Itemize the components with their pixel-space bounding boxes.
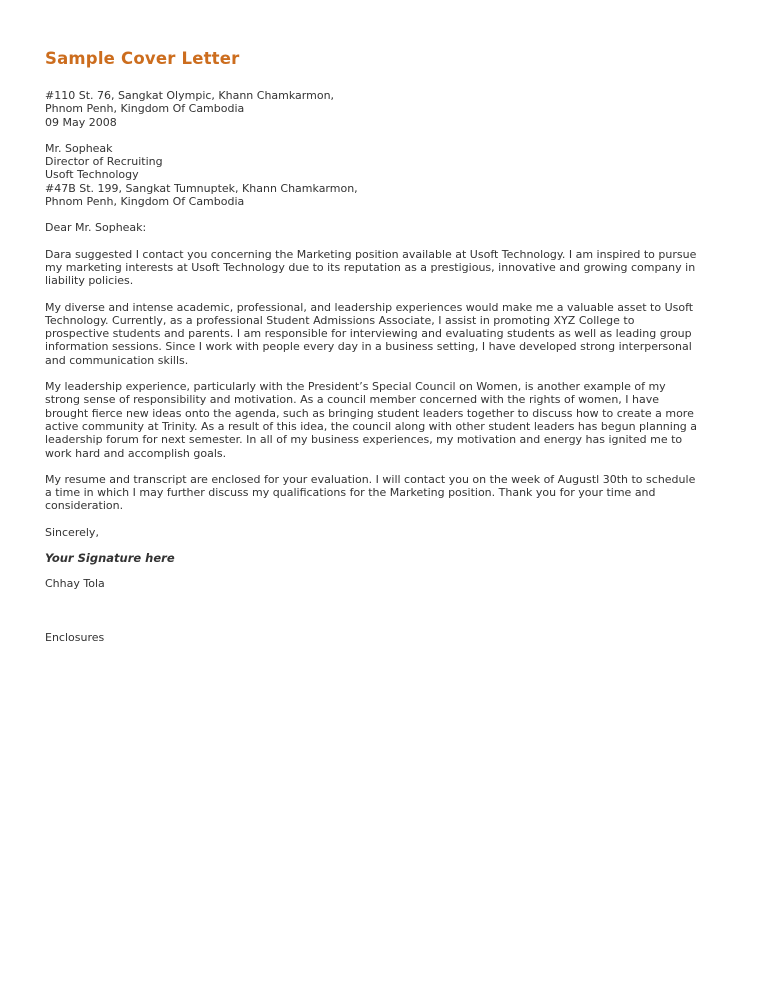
signature [45, 552, 735, 565]
address-line: Phnom Penh, Kingdom Of Cambodia [45, 102, 245, 116]
recipient-company: Usoft Technology [45, 168, 139, 182]
paragraph-line: my marketing interests at Usoft Technology due to its reputation as a prestigious, innovative and growing company in [45, 260, 696, 274]
sender-address [45, 89, 735, 129]
closing [45, 526, 735, 539]
cover-letter-page [45, 47, 735, 644]
paragraph-line: brought fierce new ideas onto the agenda, such as bringing student leaders together to discuss how to create a more [45, 406, 694, 420]
paragraph-line: a time in which I may further discuss my qualifications for the Marketing position. Thank you for your time and [45, 486, 656, 500]
paragraph-line: and communication skills. [45, 353, 189, 367]
signature-text: Your Signature here [45, 551, 175, 566]
recipient-address [45, 142, 735, 208]
enclosures [45, 631, 735, 644]
paragraph-line: My diverse and intense academic, professional, and leadership experiences would make me a valuable asset to Usoft [45, 300, 694, 314]
address-line: #110 St. 76, Sangkat Olympic, Khann Chamkarmon, [45, 89, 335, 102]
sender-name [45, 577, 735, 590]
paragraph-line: strong sense of responsibility and motivation. As a council member concerned with the rights of women, I have [45, 393, 660, 407]
salutation-text: Dear Mr. Sopheak: [45, 221, 147, 235]
body-paragraph [45, 380, 735, 460]
paragraph-line: My resume and transcript are enclosed for your evaluation. I will contact you on the week of Augustl 30th to schedule [45, 472, 696, 486]
page-title: Sample Cover Letter [45, 49, 240, 68]
paragraph-line: active community at Trinity. As a result of this idea, the council along with other student leaders has begun planning a [45, 419, 698, 433]
recipient-title: Director of Recruiting [45, 155, 163, 169]
paragraph-line: Dara suggested I contact you concerning the Marketing position available at Usoft Technology. I am inspired to pursue [45, 247, 697, 261]
body-paragraph [45, 301, 735, 367]
letter-date: 09 May 2008 [45, 115, 117, 129]
paragraph-line: My leadership experience, particularly with the President’s Special Council on Women, is another example of my [45, 380, 666, 394]
closing-text: Sincerely, [45, 525, 99, 539]
recipient-name: Mr. Sopheak [45, 141, 113, 155]
paragraph-line: Technology. Currently, as a professional Student Admissions Associate, I assist in promoting XYZ College to [45, 313, 635, 327]
body-paragraph [45, 473, 735, 513]
paragraph-line: information sessions. Since I work with people every day in a business setting, I have developed strong interpersonal [45, 340, 692, 354]
paragraph-line: liability policies. [45, 274, 134, 288]
paragraph-line: leadership forum for next semester. In all of my business experiences, my motivation and energy has ignited me to [45, 433, 683, 447]
sender-name-text: Chhay Tola [45, 577, 105, 591]
body-paragraph [45, 248, 735, 288]
paragraph-line: consideration. [45, 499, 124, 513]
paragraph-line: prospective students and parents. I am responsible for interviewing and evaluating students as well as leading group [45, 327, 692, 341]
salutation [45, 221, 735, 234]
enclosures-text: Enclosures [45, 630, 105, 644]
address-line: Phnom Penh, Kingdom Of Cambodia [45, 195, 245, 209]
address-line: #47B St. 199, Sangkat Tumnuptek, Khann Chamkarmon, [45, 181, 358, 195]
paragraph-line: work hard and accomplish goals. [45, 446, 227, 460]
